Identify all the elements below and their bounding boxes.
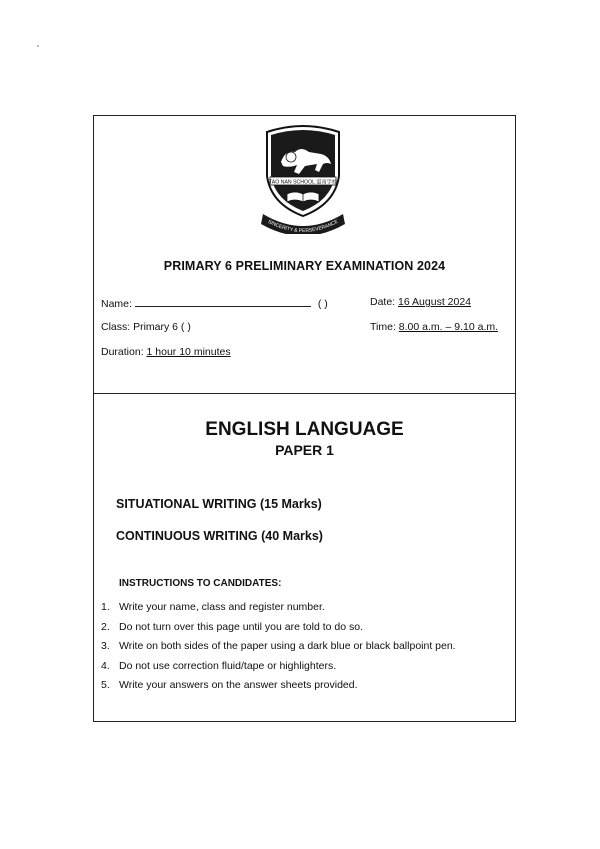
time-label: Time: bbox=[370, 321, 396, 333]
register-number-brackets: ( ) bbox=[317, 298, 328, 310]
instruction-item: 4. Do not use correction fluid/tape or highlighters. bbox=[101, 659, 337, 672]
instructions-heading: INSTRUCTIONS TO CANDIDATES: bbox=[119, 578, 282, 589]
instructions-list bbox=[101, 601, 456, 699]
instruction-item: 2. Do not turn over this page until you are told to do so. bbox=[101, 620, 363, 633]
section-divider bbox=[94, 393, 515, 394]
instruction-item: 1. Write your name, class and register number. bbox=[101, 601, 325, 613]
instruction-item: 5. Write your answers on the answer sheets provided. bbox=[101, 679, 358, 691]
crest-motto: SINCERITY & PERSEVERANCE bbox=[266, 218, 340, 234]
time-value: 8.00 a.m. – 9.10 a.m. bbox=[398, 321, 499, 333]
date-field bbox=[370, 296, 471, 308]
time-field bbox=[370, 321, 498, 333]
section-continuous-writing: CONTINUOUS WRITING (40 Marks) bbox=[116, 529, 323, 543]
class-field: Class: Primary 6 ( ) bbox=[101, 321, 191, 333]
name-label: Name: bbox=[101, 298, 132, 310]
duration-value: 1 hour 10 minutes bbox=[146, 346, 231, 358]
name-blank-line bbox=[135, 296, 311, 307]
exam-title: PRIMARY 6 PRELIMINARY EXAMINATION 2024 bbox=[163, 259, 446, 273]
exam-cover-frame bbox=[93, 115, 516, 722]
section-situational-writing: SITUATIONAL WRITING (15 Marks) bbox=[116, 497, 322, 511]
date-value: 16 August 2024 bbox=[398, 296, 472, 308]
school-crest-logo bbox=[261, 122, 345, 234]
duration-field bbox=[101, 346, 231, 358]
instruction-item: 3. Write on both sides of the paper using a dark blue or black ballpoint pen. bbox=[101, 640, 456, 652]
duration-label: Duration: bbox=[101, 346, 144, 358]
scan-speck bbox=[37, 45, 39, 47]
subject-title: ENGLISH LANGUAGE bbox=[205, 419, 404, 440]
name-field bbox=[101, 296, 328, 310]
crest-school-name: TAO NAN SCHOOL 道南学校 bbox=[268, 179, 338, 186]
date-label: Date: bbox=[370, 296, 396, 308]
paper-number: PAPER 1 bbox=[275, 442, 334, 458]
